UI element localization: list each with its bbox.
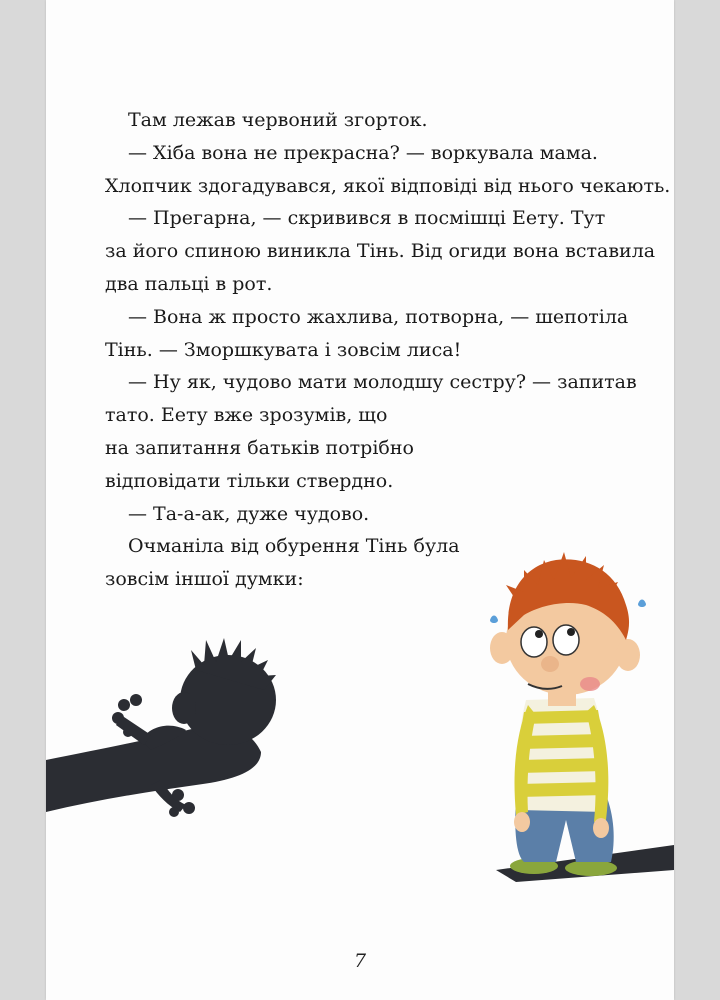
text-line: — Та-а-ак, дуже чудово. <box>128 502 370 525</box>
left-ear <box>490 632 514 664</box>
text-line: зовсім іншої думки: <box>105 568 304 591</box>
boy-eetu <box>490 552 646 876</box>
text-line: Там лежав червоний згорток. <box>128 109 428 131</box>
left-eye <box>521 627 547 657</box>
text-line: два пальці в рот. <box>105 272 273 295</box>
text-line: — Хіба вона не прекрасна? — воркувала мама. <box>128 141 598 164</box>
shadow-creature <box>46 638 276 817</box>
text-line: Тінь. — Зморшкувата і зовсім лиса! <box>105 338 462 361</box>
sweat-drop <box>490 616 498 624</box>
text-line: — Вона ж просто жахлива, потворна, — шепотіла <box>128 305 629 328</box>
right-hand <box>593 818 609 838</box>
sweat-drop <box>638 600 646 608</box>
text-line: відповідати тільки ствердно. <box>105 469 394 492</box>
right-shoe <box>565 860 617 876</box>
text-line: — Прегарна, — скривився в посмішці Еету. Тут <box>128 207 606 230</box>
book-page <box>46 0 674 1000</box>
text-line: Хлопчик здогадувався, якої відповіді від нього чекають. <box>105 174 671 197</box>
text-line: тато. Еету вже зрозумів, що <box>105 404 388 427</box>
nose <box>541 656 559 672</box>
illustration <box>46 0 674 1000</box>
text-line: за його спиною виникла Тінь. Від огиди вона вставила <box>105 240 656 263</box>
text-line: — Ну як, чудово мати молодшу сестру? — запитав <box>128 371 637 394</box>
right-eye <box>553 625 579 655</box>
cheek <box>580 677 600 691</box>
left-hand <box>514 812 530 832</box>
text-line: Очманіла від обурення Тінь була <box>128 535 460 558</box>
right-ear <box>616 639 640 671</box>
page-number: 7 <box>353 950 367 972</box>
text-line: на запитання батьків потрібно <box>105 436 414 459</box>
